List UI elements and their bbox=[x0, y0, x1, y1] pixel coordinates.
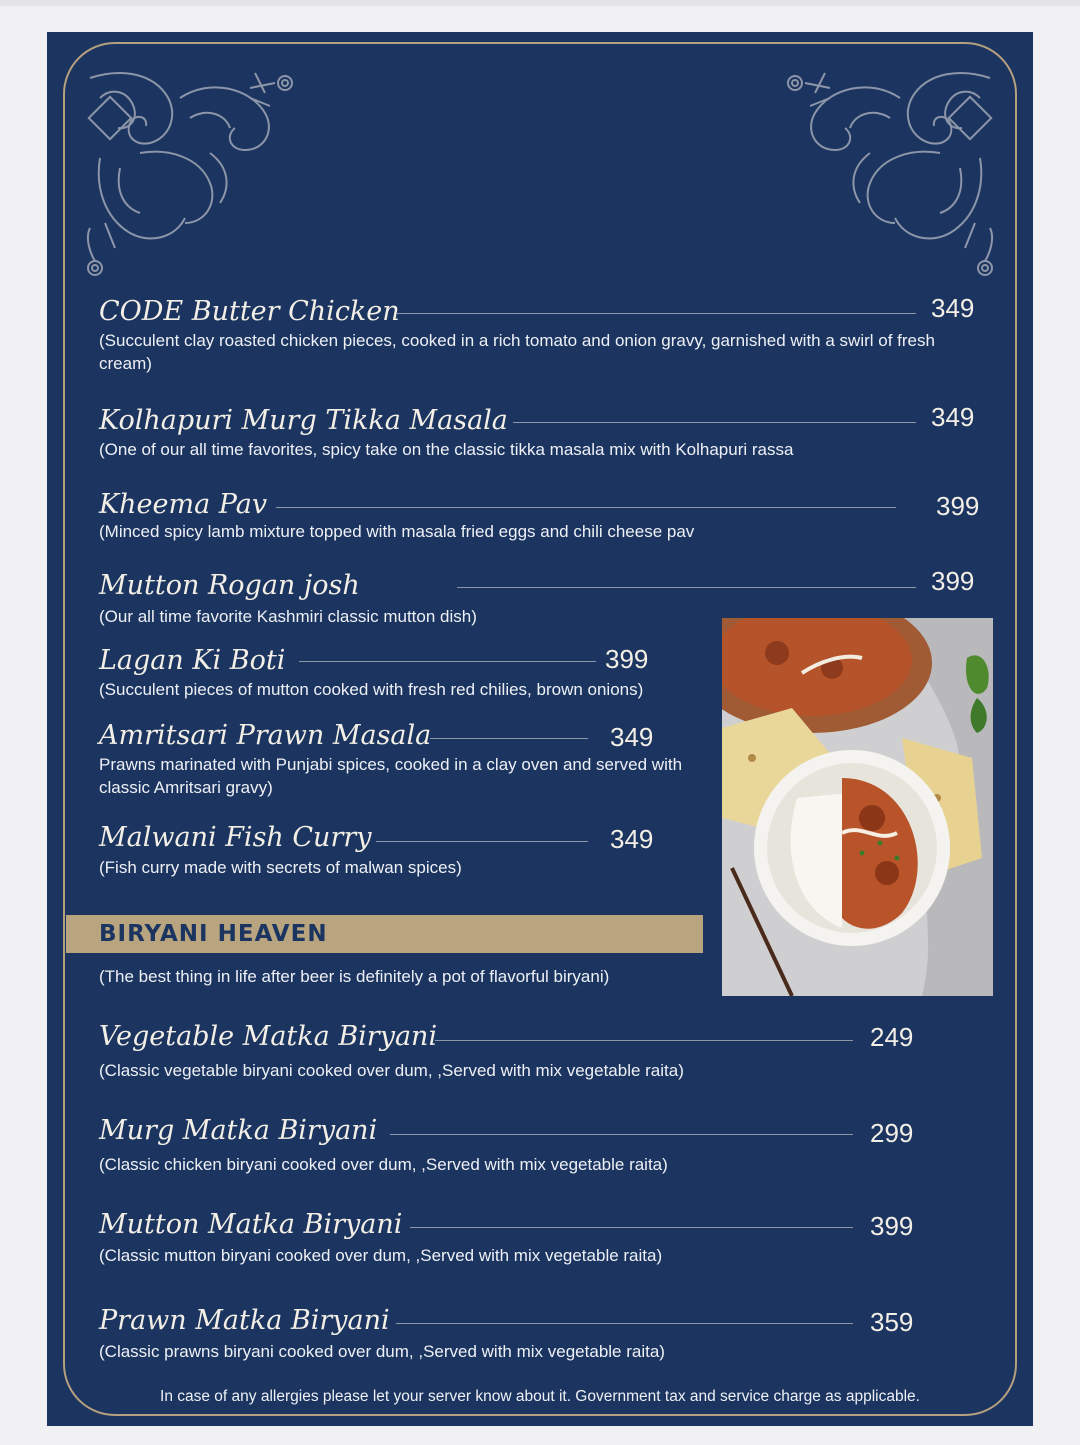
section-title: BIRYANI HEAVEN bbox=[99, 921, 328, 947]
menu-item-price: 399 bbox=[605, 644, 649, 674]
price-leader-line bbox=[430, 738, 588, 739]
menu-item-description: Prawns marinated with Punjabi spices, cooked in a clay oven and served with classic Amritsari gravy) bbox=[99, 755, 683, 797]
footer-allergy-note: In case of any allergies please let your server know about it. Government tax and service charge as applicable. bbox=[160, 1388, 920, 1405]
price-leader-line bbox=[299, 661, 596, 662]
menu-item-name: Mutton Rogan josh bbox=[99, 570, 360, 601]
menu-item-name: CODE Butter Chicken bbox=[99, 296, 400, 327]
top-bar bbox=[0, 0, 1080, 6]
menu-item-description: (Our all time favorite Kashmiri classic mutton dish) bbox=[99, 607, 477, 626]
price-leader-line bbox=[276, 507, 896, 508]
menu-item-price: 399 bbox=[870, 1211, 914, 1241]
menu-item-price: 349 bbox=[610, 722, 654, 752]
menu-item-price: 399 bbox=[936, 491, 980, 521]
ornament-top-left-icon bbox=[80, 58, 300, 283]
menu-item-price: 349 bbox=[610, 824, 654, 854]
price-leader-line bbox=[435, 1040, 853, 1041]
menu-item-description: (Classic vegetable biryani cooked over dum, ,Served with mix vegetable raita) bbox=[99, 1061, 684, 1080]
menu-item-name: Prawn Matka Biryani bbox=[99, 1305, 390, 1336]
menu-item-description: (Classic prawns biryani cooked over dum, ,Served with mix vegetable raita) bbox=[99, 1342, 665, 1361]
price-leader-line bbox=[513, 422, 916, 423]
menu-item-name: Lagan Ki Boti bbox=[99, 645, 286, 676]
menu-item-price: 399 bbox=[931, 566, 975, 596]
menu-item-description: (Classic mutton biryani cooked over dum, ,Served with mix vegetable raita) bbox=[99, 1246, 663, 1265]
menu-item-price: 359 bbox=[870, 1307, 914, 1337]
menu-item-name: Mutton Matka Biryani bbox=[99, 1209, 403, 1240]
butter-chicken-photo bbox=[722, 618, 993, 996]
menu-item-name: Malwani Fish Curry bbox=[99, 822, 372, 853]
menu-item-price: 299 bbox=[870, 1118, 914, 1148]
menu-item-name: Murg Matka Biryani bbox=[99, 1115, 378, 1146]
menu-item-price: 349 bbox=[931, 402, 975, 432]
section-subtitle: (The best thing in life after beer is definitely a pot of flavorful biryani) bbox=[99, 967, 610, 986]
menu-item-description: (Classic chicken biryani cooked over dum, ,Served with mix vegetable raita) bbox=[99, 1155, 668, 1174]
menu-item-name: Kheema Pav bbox=[99, 489, 268, 520]
menu-item-description: (Fish curry made with secrets of malwan spices) bbox=[99, 858, 462, 877]
price-leader-line bbox=[376, 841, 588, 842]
price-leader-line bbox=[390, 1134, 853, 1135]
menu-item-name: Kolhapuri Murg Tikka Masala bbox=[99, 405, 508, 436]
menu-item-description: (Succulent pieces of mutton cooked with fresh red chilies, brown onions) bbox=[99, 680, 644, 699]
price-leader-line bbox=[396, 313, 916, 314]
price-leader-line bbox=[457, 587, 916, 588]
price-leader-line bbox=[396, 1323, 853, 1324]
menu-item-price: 349 bbox=[931, 293, 975, 323]
menu-item-price: 249 bbox=[870, 1022, 914, 1052]
menu-item-name: Vegetable Matka Biryani bbox=[99, 1021, 438, 1052]
menu-item-description: (Minced spicy lamb mixture topped with masala fried eggs and chili cheese pav bbox=[99, 522, 695, 541]
menu-item-description: (Succulent clay roasted chicken pieces, cooked in a rich tomato and onion gravy, garnished with a swirl of fresh cream) bbox=[99, 331, 935, 373]
ornament-top-right-icon bbox=[780, 58, 1000, 283]
menu-item-description: (One of our all time favorites, spicy take on the classic tikka masala mix with Kolhapuri rassa bbox=[99, 440, 794, 459]
price-leader-line bbox=[410, 1227, 853, 1228]
menu-item-name: Amritsari Prawn Masala bbox=[99, 720, 432, 751]
